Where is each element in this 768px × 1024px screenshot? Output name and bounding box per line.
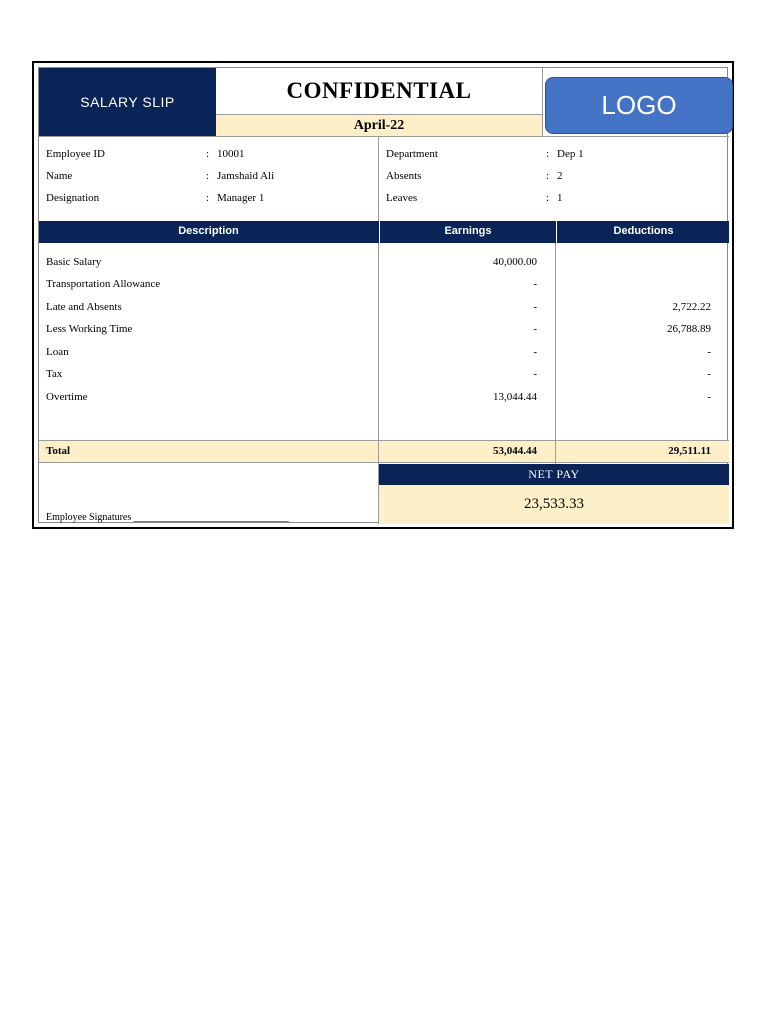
row-earnings: -	[533, 346, 537, 358]
row-earnings: -	[533, 368, 537, 380]
employee-signature	[46, 512, 376, 526]
header-description: Description	[178, 225, 239, 237]
info-row-designation	[46, 192, 376, 208]
info-separator: :	[206, 170, 210, 182]
info-separator: :	[546, 170, 550, 182]
info-value: Manager 1	[217, 192, 265, 204]
info-value: 2	[557, 170, 563, 182]
info-separator: :	[206, 192, 210, 204]
table-row	[39, 256, 729, 272]
row-deductions: -	[707, 391, 711, 403]
pay-period: April-22	[353, 117, 405, 133]
info-label: Absents	[386, 170, 422, 182]
total-deductions: 29,511.11	[668, 445, 711, 457]
info-separator: :	[546, 192, 550, 204]
row-description: Late and Absents	[46, 301, 122, 313]
net-pay-box	[379, 485, 729, 524]
info-row-department	[386, 148, 716, 164]
logo-text: LOGO	[601, 90, 677, 120]
confidential-heading-box	[216, 68, 542, 113]
total-earnings: 53,044.44	[493, 445, 537, 457]
table-row	[39, 368, 729, 384]
salary-slip-title: SALARY SLIP	[80, 94, 175, 110]
table-row	[39, 323, 729, 339]
info-row-name	[46, 170, 376, 186]
table-row	[39, 391, 729, 407]
confidential-heading: CONFIDENTIAL	[286, 77, 472, 103]
net-pay-value: 23,533.33	[524, 496, 584, 512]
info-label: Leaves	[386, 192, 418, 204]
info-value: 1	[557, 192, 563, 204]
salary-slip-title-box	[39, 68, 216, 136]
row-description: Overtime	[46, 391, 88, 403]
info-separator: :	[546, 148, 550, 160]
info-separator: :	[206, 148, 210, 160]
info-row-employee-id	[46, 148, 376, 164]
table-row	[39, 301, 729, 317]
row-deductions: -	[707, 346, 711, 358]
info-value: Jamshaid Ali	[217, 170, 275, 182]
total-label: Total	[46, 445, 71, 457]
info-value: Dep 1	[557, 148, 584, 160]
row-deductions: 2,722.22	[672, 301, 711, 313]
row-deductions: 26,788.89	[667, 323, 711, 335]
info-value: 10001	[217, 148, 245, 160]
info-label: Name	[46, 170, 73, 182]
table-body	[39, 243, 729, 440]
logo-placeholder	[545, 77, 733, 134]
table-header	[39, 221, 729, 243]
signature-line: _______________________________	[133, 512, 289, 523]
net-pay-header	[379, 464, 729, 485]
row-earnings: -	[533, 301, 537, 313]
row-description: Loan	[46, 346, 69, 358]
info-label: Designation	[46, 192, 100, 204]
period-box	[216, 114, 542, 136]
row-description: Transportation Allowance	[46, 278, 161, 290]
total-row	[39, 440, 729, 463]
row-description: Tax	[46, 368, 63, 380]
salary-slip-inner	[38, 67, 728, 523]
info-row-leaves	[386, 192, 716, 208]
info-label: Employee ID	[46, 148, 105, 160]
net-pay-label: NET PAY	[528, 467, 580, 481]
row-earnings: 13,044.44	[493, 391, 537, 403]
table-row	[39, 346, 729, 362]
header-deductions: Deductions	[556, 221, 730, 243]
row-earnings: -	[533, 323, 537, 335]
signature-label: Employee Signatures	[46, 512, 132, 523]
info-row-absents	[386, 170, 716, 186]
info-label: Department	[386, 148, 438, 160]
row-earnings: -	[533, 278, 537, 290]
row-description: Basic Salary	[46, 256, 102, 268]
header-earnings: Earnings	[379, 221, 556, 243]
row-description: Less Working Time	[46, 323, 133, 335]
salary-slip	[32, 61, 734, 529]
row-deductions: -	[707, 368, 711, 380]
table-row	[39, 278, 729, 294]
row-earnings: 40,000.00	[493, 256, 537, 268]
